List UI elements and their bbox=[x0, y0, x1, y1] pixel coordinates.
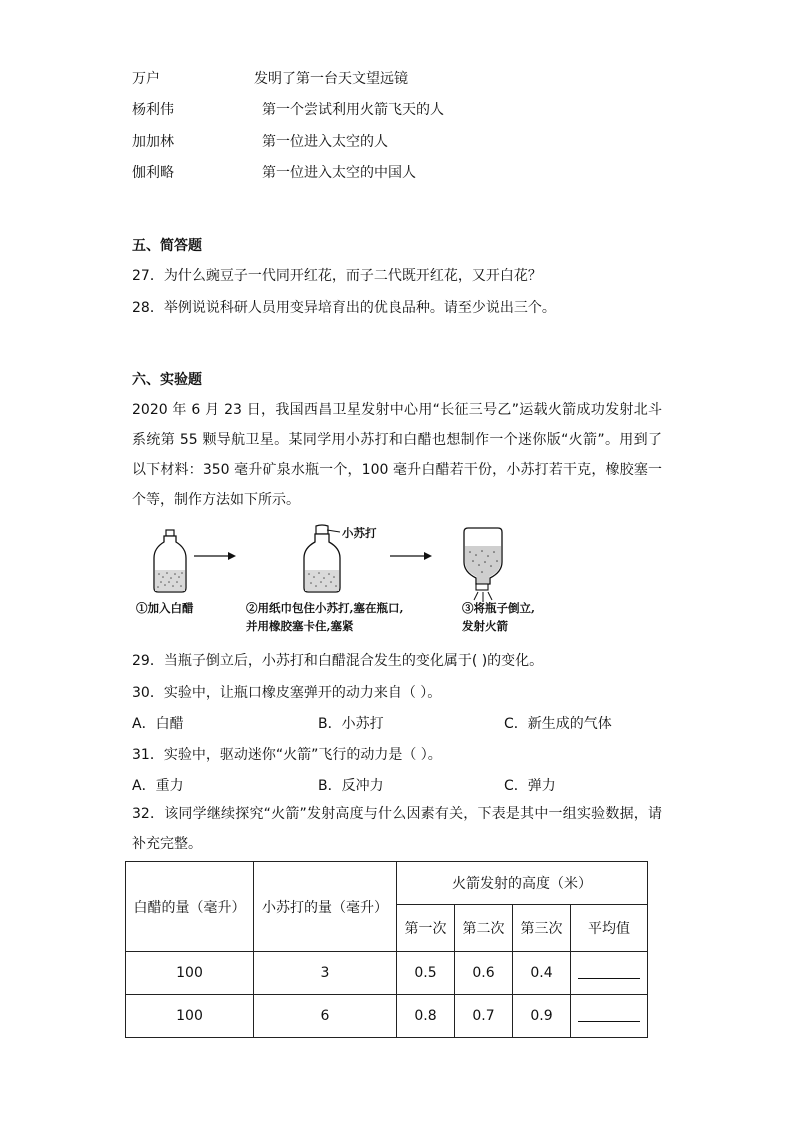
rocket-procedure-figure bbox=[128, 522, 568, 640]
bottle-1-icon bbox=[154, 530, 186, 592]
match-left-2: 杨利伟 bbox=[132, 102, 174, 118]
average-answer-line[interactable] bbox=[578, 964, 640, 979]
header-trial-3: 第三次 bbox=[513, 905, 571, 952]
cell-trial-1: 0.8 bbox=[397, 995, 455, 1038]
match-right-1: 发明了第一台天文望远镜 bbox=[254, 71, 408, 87]
table-row bbox=[126, 952, 648, 995]
match-left-3: 加加林 bbox=[132, 134, 174, 150]
table-row bbox=[126, 995, 648, 1038]
cell-trial-1: 0.5 bbox=[397, 952, 455, 995]
arrow-right-icon-2 bbox=[390, 552, 432, 560]
question-27: 27．为什么豌豆子一代同开红花，而子二代既开红花，又开白花？ bbox=[132, 268, 542, 284]
header-soda: 小苏打的量（毫升） bbox=[254, 862, 397, 952]
cell-trial-2: 0.7 bbox=[455, 995, 513, 1038]
question-30-option-c[interactable]: C．新生成的气体 bbox=[504, 716, 612, 732]
inverted-bottle-icon bbox=[464, 528, 502, 602]
match-right-2: 第一个尝试利用火箭飞天的人 bbox=[262, 102, 444, 118]
experiment-intro: 2020 年 6 月 23 日，我国西昌卫星发射中心用“长征三号乙”运载火箭成功发射北斗系统第 55 颗导航卫星。某同学用小苏打和白醋也想制作一个迷你版“火箭”。用到了以下材料：350 毫升矿泉水瓶一个，100 毫升白醋若干份，小苏打若干克，橡胶塞一个等，制作方法如下所示。 bbox=[132, 402, 662, 508]
header-trial-2: 第二次 bbox=[455, 905, 513, 952]
cell-vinegar: 100 bbox=[126, 952, 254, 995]
cell-soda: 3 bbox=[254, 952, 397, 995]
question-30-option-b[interactable]: B．小苏打 bbox=[318, 716, 384, 732]
match-right-3: 第一位进入太空的人 bbox=[262, 134, 388, 150]
cell-trial-3: 0.9 bbox=[513, 995, 571, 1038]
bottle-2-icon bbox=[304, 525, 340, 592]
match-right-4: 第一位进入太空的中国人 bbox=[262, 165, 416, 181]
question-30: 30．实验中，让瓶口橡皮塞弹开的动力来自（ ）。 bbox=[132, 685, 442, 701]
caption-step-2-line-2: 并用橡胶塞卡住,塞紧 bbox=[246, 619, 354, 633]
question-32: 32．该同学继续探究“火箭”发射高度与什么因素有关，下表是其中一组实验数据，请补充完整。 bbox=[132, 806, 662, 852]
question-31-option-a[interactable]: A．重力 bbox=[132, 778, 184, 794]
arrow-right-icon-1 bbox=[194, 552, 236, 560]
question-31: 31．实验中，驱动迷你“火箭”飞行的动力是（ ）。 bbox=[132, 747, 442, 763]
header-vinegar: 白醋的量（毫升） bbox=[126, 862, 254, 952]
cell-average-blank[interactable] bbox=[571, 995, 648, 1038]
experiment-data-table bbox=[125, 861, 648, 1038]
section-title-6: 六、实验题 bbox=[132, 372, 202, 388]
cell-soda: 6 bbox=[254, 995, 397, 1038]
average-answer-line[interactable] bbox=[578, 1007, 640, 1022]
label-soda: 小苏打 bbox=[342, 526, 377, 540]
question-31-option-c[interactable]: C．弹力 bbox=[504, 778, 556, 794]
caption-step-3-line-1: ③将瓶子倒立, bbox=[462, 601, 536, 615]
cell-average-blank[interactable] bbox=[571, 952, 648, 995]
question-28: 28．举例说说科研人员用变异培育出的优良品种。请至少说出三个。 bbox=[132, 300, 556, 316]
cell-trial-2: 0.6 bbox=[455, 952, 513, 995]
header-launch-height: 火箭发射的高度（米） bbox=[397, 862, 648, 905]
caption-step-1: ①加入白醋 bbox=[136, 601, 194, 615]
question-29: 29．当瓶子倒立后，小苏打和白醋混合发生的变化属于( )的变化。 bbox=[132, 653, 544, 669]
cell-trial-3: 0.4 bbox=[513, 952, 571, 995]
section-title-5: 五、简答题 bbox=[132, 238, 202, 254]
match-left-1: 万户 bbox=[132, 71, 160, 87]
cell-vinegar: 100 bbox=[126, 995, 254, 1038]
caption-step-3-line-2: 发射火箭 bbox=[462, 619, 508, 633]
question-30-option-a[interactable]: A．白醋 bbox=[132, 716, 184, 732]
header-average: 平均值 bbox=[571, 905, 648, 952]
match-left-4: 伽利略 bbox=[132, 165, 174, 181]
caption-step-2-line-1: ②用纸巾包住小苏打,塞在瓶口, bbox=[246, 601, 404, 615]
header-trial-1: 第一次 bbox=[397, 905, 455, 952]
question-31-option-b[interactable]: B．反冲力 bbox=[318, 778, 384, 794]
